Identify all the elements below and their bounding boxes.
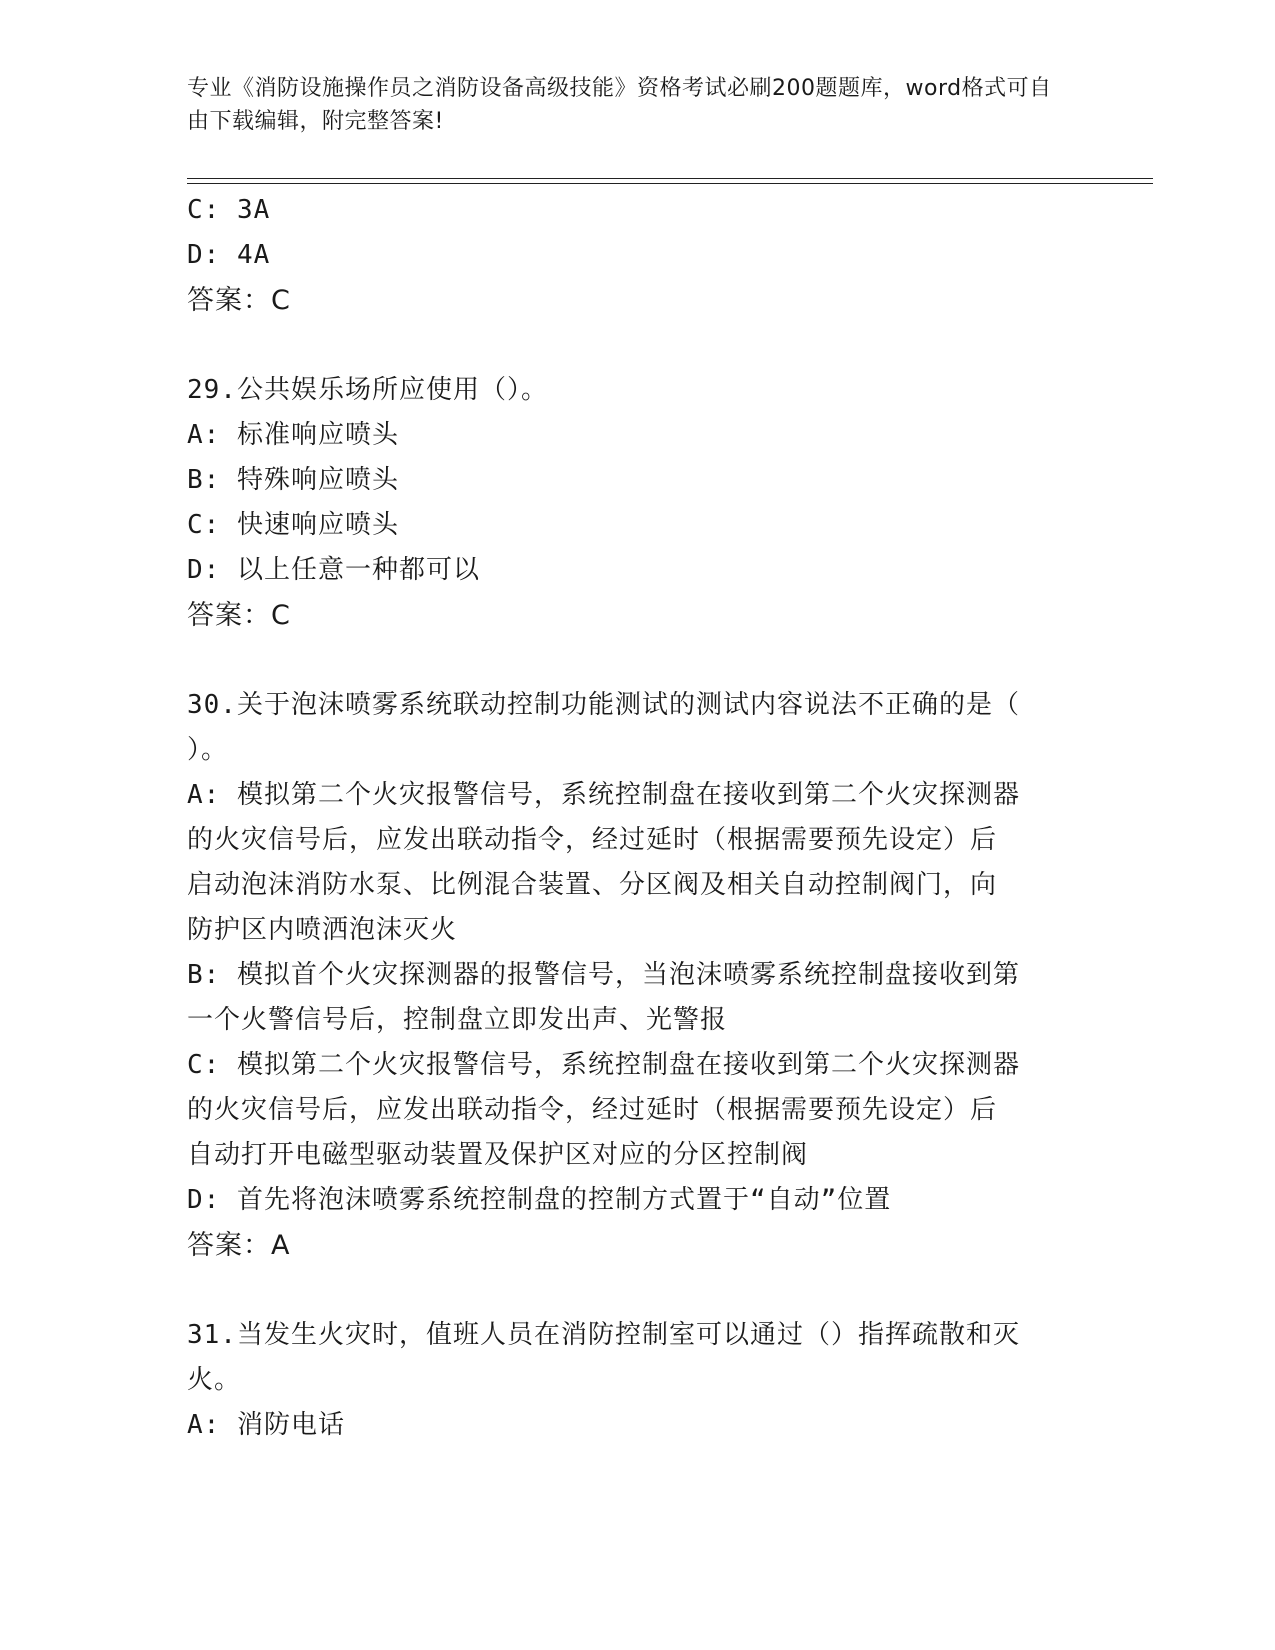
question-30 <box>187 683 1073 1268</box>
option-c-line-3: 自动打开电磁型驱动装置及保护区对应的分区控制阀 <box>187 1140 809 1170</box>
answer: 答案：C <box>187 600 291 631</box>
option-a: A: 标准响应喷头 <box>187 420 399 450</box>
option-d: D: 4A <box>187 240 271 270</box>
question-stem-line-1: 31.当发生火灾时，值班人员在消防控制室可以通过（）指挥疏散和灭 <box>187 1320 1020 1350</box>
spacer <box>187 1268 1073 1313</box>
question-stem: 29.公共娱乐场所应使用（）。 <box>187 375 548 405</box>
option-b: B: 特殊响应喷头 <box>187 465 399 495</box>
option-c: C: 3A <box>187 195 271 225</box>
option-c-line-2: 的火灾信号后，应发出联动指令，经过延时（根据需要预先设定）后 <box>187 1095 998 1125</box>
option-b-line-1: B: 模拟首个火灾探测器的报警信号，当泡沫喷雾系统控制盘接收到第 <box>187 960 1020 990</box>
header-rule-top <box>187 178 1153 179</box>
document-header <box>187 72 1067 138</box>
question-stem-line-2: ）。 <box>187 735 229 765</box>
option-a-line-4: 防护区内喷洒泡沫灭火 <box>187 915 458 945</box>
spacer <box>187 323 1073 368</box>
option-a-line-2: 的火灾信号后，应发出联动指令，经过延时（根据需要预先设定）后 <box>187 825 998 855</box>
option-a-line-1: A: 模拟第二个火灾报警信号，系统控制盘在接收到第二个火灾探测器 <box>187 780 1020 810</box>
question-31 <box>187 1313 1073 1448</box>
option-c-line-1: C: 模拟第二个火灾报警信号，系统控制盘在接收到第二个火灾探测器 <box>187 1050 1020 1080</box>
question-29 <box>187 368 1073 638</box>
option-a-line-3: 启动泡沫消防水泵、比例混合装置、分区阀及相关自动控制阀门，向 <box>187 870 998 900</box>
option-d: D: 以上任意一种都可以 <box>187 555 480 585</box>
option-b-line-2: 一个火警信号后，控制盘立即发出声、光警报 <box>187 1005 728 1035</box>
option-a: A: 消防电话 <box>187 1410 345 1440</box>
answer: 答案：A <box>187 1230 291 1261</box>
spacer <box>187 638 1073 683</box>
header-rule-bottom <box>187 183 1153 184</box>
question-content <box>187 188 1073 1448</box>
question-stem-line-1: 30.关于泡沫喷雾系统联动控制功能测试的测试内容说法不正确的是（ <box>187 690 1020 720</box>
header-text: 专业《消防设施操作员之消防设备高级技能》资格考试必刷200题题库，word格式可自由下载编辑，附完整答案! <box>187 76 1052 134</box>
answer: 答案：C <box>187 285 291 316</box>
option-d: D: 首先将泡沫喷雾系统控制盘的控制方式置于“自动”位置 <box>187 1185 892 1215</box>
question-stem-line-2: 火。 <box>187 1365 242 1395</box>
option-c: C: 快速响应喷头 <box>187 510 399 540</box>
question-28-tail <box>187 188 1073 323</box>
